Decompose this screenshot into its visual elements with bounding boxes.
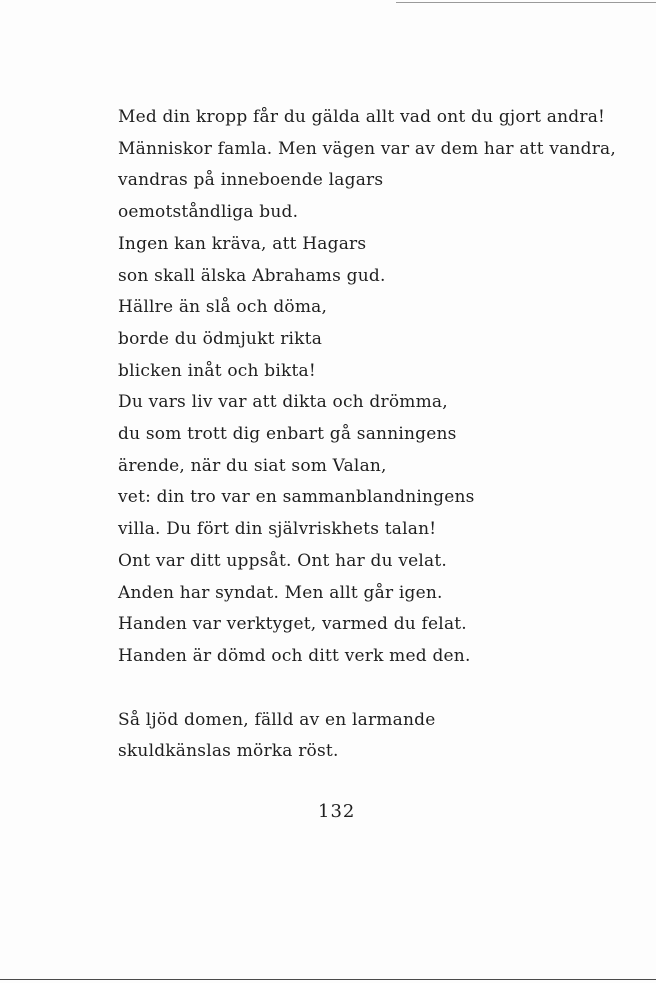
poem-line: vandras på inneboende lagars xyxy=(118,170,384,191)
poem-line: Så ljöd domen, fälld av en larmande xyxy=(118,709,436,730)
stanza-1 xyxy=(118,102,638,673)
poem-line: vet: din tro var en sammanblandningens xyxy=(118,487,475,508)
poem-line: Med din kropp får du gälda allt vad ont du gjort andra! xyxy=(118,107,606,127)
poem-line: villa. Du fört din självriskhets talan! xyxy=(118,519,437,540)
poem-line: skuldkänslas mörka röst. xyxy=(118,741,339,762)
page-bottom-edge xyxy=(0,979,656,980)
poem-line: Hällre än slå och döma, xyxy=(118,297,328,318)
poem-text xyxy=(118,102,638,768)
poem-line: Människor famla. Men vägen var av dem har att vandra, xyxy=(118,138,616,159)
poem-line: ärende, när du siat som Valan, xyxy=(118,455,387,476)
poem-line: du som trott dig enbart gå sanningens xyxy=(118,424,457,445)
poem-line: Du vars liv var att dikta och drömma, xyxy=(118,392,448,413)
page-number: 132 xyxy=(318,801,356,822)
poem-line: Ingen kan kräva, att Hagars xyxy=(118,233,367,254)
poem-line: oemotståndliga bud. xyxy=(118,202,299,223)
poem-line: Handen var verktyget, varmed du felat. xyxy=(118,614,467,635)
poem-line: son skall älska Abrahams gud. xyxy=(118,265,386,286)
poem-line: Ont var ditt uppsåt. Ont har du velat. xyxy=(118,550,448,571)
stanza-2 xyxy=(118,705,638,768)
poem-line: Anden har syndat. Men allt går igen. xyxy=(118,582,443,603)
poem-line: borde du ödmjukt rikta xyxy=(118,328,323,349)
poem-line: blicken inåt och bikta! xyxy=(118,360,316,381)
page-top-edge xyxy=(396,2,656,3)
poem-line: Handen är dömd och ditt verk med den. xyxy=(118,645,471,666)
